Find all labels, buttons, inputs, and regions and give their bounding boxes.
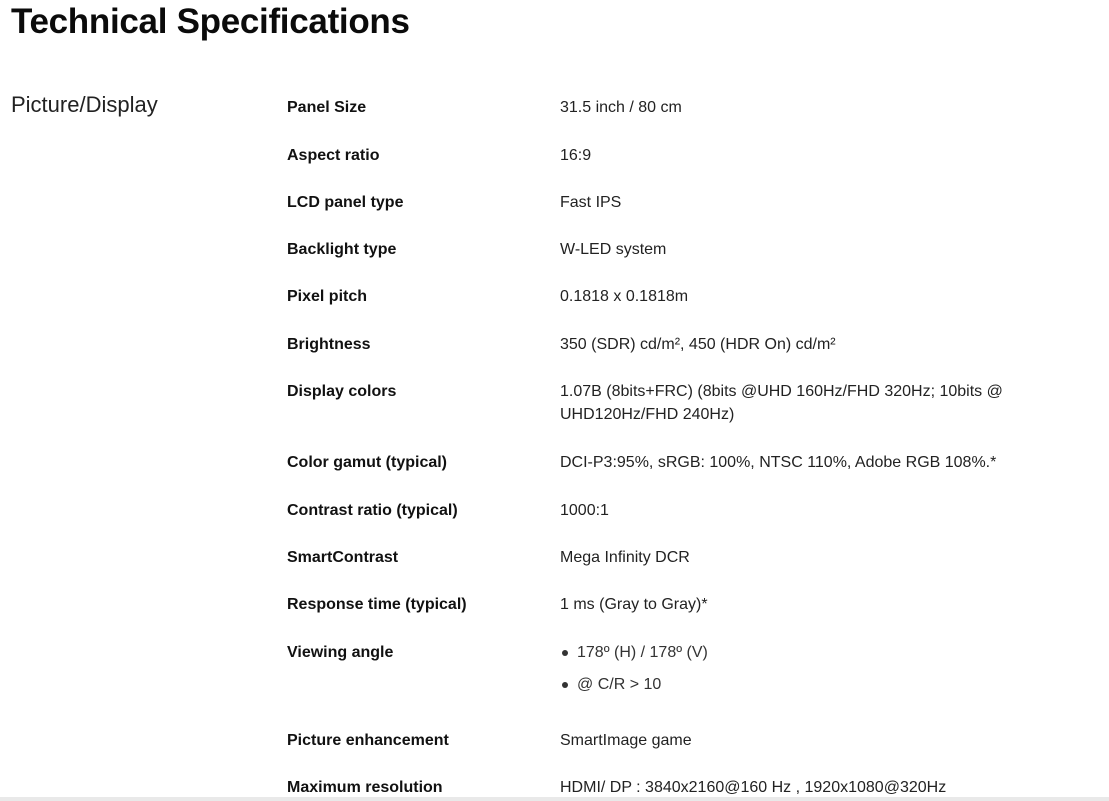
list-item bbox=[560, 673, 1020, 705]
list-item bbox=[560, 641, 1020, 673]
spec-value: W-LED system bbox=[560, 241, 667, 258]
spec-value: 16:9 bbox=[560, 147, 592, 164]
spec-row-brightness bbox=[287, 333, 1087, 380]
bullet-icon bbox=[562, 682, 568, 688]
spec-row-aspect-ratio bbox=[287, 144, 1087, 191]
spec-label: Brightness bbox=[287, 336, 371, 353]
spec-label: SmartContrast bbox=[287, 549, 399, 566]
spec-value: 0.1818 x 0.1818m bbox=[560, 288, 689, 305]
spec-label: Backlight type bbox=[287, 241, 397, 258]
spec-row-panel-size bbox=[287, 96, 1087, 144]
spec-value: 1 ms (Gray to Gray)* bbox=[560, 596, 708, 613]
spec-label: Maximum resolution bbox=[287, 779, 443, 796]
spec-row-display-colors bbox=[287, 380, 1087, 451]
spec-value: Mega Infinity DCR bbox=[560, 549, 690, 566]
spec-row-color-gamut bbox=[287, 451, 1087, 499]
list-item-text: @ C/R > 10 bbox=[577, 676, 662, 693]
viewing-angle-list bbox=[560, 641, 1020, 705]
section-heading: Picture/Display bbox=[11, 92, 158, 117]
spec-value-list bbox=[560, 641, 1020, 705]
list-item-text: 178º (H) / 178º (V) bbox=[577, 644, 708, 661]
spec-value: 350 (SDR) cd/m², 450 (HDR On) cd/m² bbox=[560, 336, 836, 353]
spec-row-contrast-ratio bbox=[287, 499, 1087, 546]
spec-value: 1.07B (8bits+FRC) (8bits @UHD 160Hz/FHD 320Hz; 10bits @ UHD120Hz/FHD 240Hz) bbox=[560, 383, 1003, 423]
spec-label: Color gamut (typical) bbox=[287, 454, 448, 471]
spec-row-response-time bbox=[287, 593, 1087, 641]
spec-label: Contrast ratio (typical) bbox=[287, 502, 458, 519]
spec-row-backlight-type bbox=[287, 238, 1087, 285]
spec-row-pixel-pitch bbox=[287, 285, 1087, 333]
spec-value: 31.5 inch / 80 cm bbox=[560, 99, 682, 116]
spec-value: Fast IPS bbox=[560, 194, 622, 211]
spec-row-viewing-angle bbox=[287, 641, 1087, 729]
spec-label: Viewing angle bbox=[287, 644, 394, 661]
spec-label: LCD panel type bbox=[287, 194, 404, 211]
spec-label: Panel Size bbox=[287, 99, 367, 116]
spec-label: Aspect ratio bbox=[287, 147, 380, 164]
spec-value: 1000:1 bbox=[560, 502, 609, 519]
spec-table bbox=[287, 96, 1087, 801]
spec-value: DCI-P3:95%, sRGB: 100%, NTSC 110%, Adobe RGB 108%.* bbox=[560, 454, 997, 471]
bottom-divider bbox=[0, 797, 1109, 801]
spec-row-picture-enhancement bbox=[287, 729, 1087, 776]
spec-label: Display colors bbox=[287, 383, 397, 400]
bullet-icon bbox=[562, 650, 568, 656]
spec-value: SmartImage game bbox=[560, 732, 692, 749]
spec-label: Picture enhancement bbox=[287, 732, 449, 749]
spec-label: Response time (typical) bbox=[287, 596, 467, 613]
page-title: Technical Specifications bbox=[11, 2, 410, 41]
spec-value: HDMI/ DP : 3840x2160@160 Hz , 1920x1080@320Hz bbox=[560, 779, 947, 796]
spec-row-lcd-panel-type bbox=[287, 191, 1087, 238]
spec-label: Pixel pitch bbox=[287, 288, 368, 305]
spec-row-smartcontrast bbox=[287, 546, 1087, 593]
